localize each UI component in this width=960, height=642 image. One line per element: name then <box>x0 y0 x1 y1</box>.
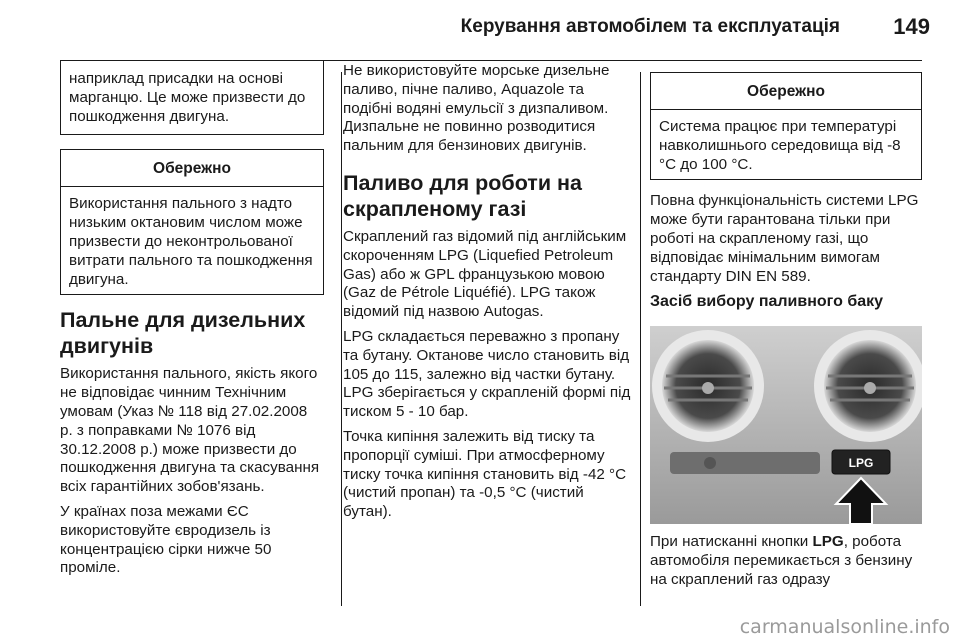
column-1 <box>60 60 324 608</box>
lpg-button <box>832 450 890 474</box>
text-run-bold: LPG <box>812 533 844 551</box>
paragraph: У країнах поза межами ЄС використовуйте євродизель із концентрацією сірки нижче 50 проміле. <box>60 502 272 577</box>
column-divider-1 <box>341 72 342 606</box>
column-divider-2 <box>640 72 641 606</box>
subheading-fuel-selector: Засіб вибору паливного баку <box>650 293 884 311</box>
column-3 <box>650 60 922 608</box>
column-2 <box>343 60 633 608</box>
paragraph: Точка кипіння залежить від тиску та пропорції суміші. При атмосферному тиску точка кипіння становить від -42 °C (чистий пропан) та -0,5 °C (чистий бутан). <box>343 427 627 521</box>
continued-note-box: наприклад присадки на основі марганцю. Це може призвести до пошкодження двигуна. <box>60 60 324 135</box>
text-run: При натисканні кнопки <box>650 533 813 551</box>
page-number: 149 <box>893 14 930 39</box>
caution-box-fuel-octane <box>60 149 324 295</box>
watermark: carmanualsonline.info <box>739 616 950 638</box>
lpg-button-label: LPG <box>848 456 874 471</box>
caution-box-temperature <box>650 72 922 180</box>
paragraph-lpg-button <box>650 533 922 589</box>
text-run: , робота автомобіля перемикається з бензину на скраплений газ одразу <box>650 533 913 588</box>
switch-strip-left <box>670 452 820 474</box>
air-vent-right-icon <box>814 330 922 442</box>
header-title: Керування автомобілем та експлуатація <box>460 16 840 37</box>
paragraph: LPG складається переважно з пропану та бутану. Октанове число становить від 105 до 115, залежно від частки бутану. LPG зберігається у скрапленій формі під тиском 5 - 10 бар. <box>343 327 631 421</box>
section-heading-lpg: Паливо для роботи на скрапленому газі <box>343 170 582 221</box>
air-vent-left-icon <box>652 330 764 442</box>
section-heading-diesel: Пальне для дизельних двигунів <box>60 308 306 359</box>
paragraph: Скраплений газ відомий під англійським скороченням LPG (Liquefied Petroleum Gas) або ж GPL французькою мовою (Gaz de Pétrole Liquéfié). LPG також відомий під назвою Autogas. <box>343 227 627 321</box>
paragraph: Не використовуйте морське дизельне паливо, пічне паливо, Aquazole та подібні водяні емульсії з дизпаливом. Дизпальне не повинно розводитися пальним для бензинових двигунів. <box>343 62 610 155</box>
caution-box-title: Обережно <box>651 73 921 110</box>
paragraph: Використання пального, якість якого не відповідає чинним Технічним умовам (Указ № 118 від 27.02.2008 р. з поправками № 1076 від 30.12.2008 р.) може призвести до пошкодження двигуна та скасування всіх гарантійних зобов'язань. <box>60 365 320 496</box>
paragraph: Повна функціональність системи LPG може бути гарантована тільки при роботі на скрапленому газі, що відповідає мінімальним вимогам стандарту DIN EN 589. <box>650 192 919 285</box>
caution-box-text: Система працює при температурі навколишнього середовища від -8 °C до 100 °C. <box>659 118 901 173</box>
caution-box-title: Обережно <box>61 150 323 187</box>
lpg-button-illustration <box>650 326 922 524</box>
caution-box-text: Використання пального з надто низьким октановим числом може призвести до неконтрольованої витрати пального та пошкодження двигуна. <box>69 195 313 288</box>
switch-knob-icon <box>704 457 716 469</box>
